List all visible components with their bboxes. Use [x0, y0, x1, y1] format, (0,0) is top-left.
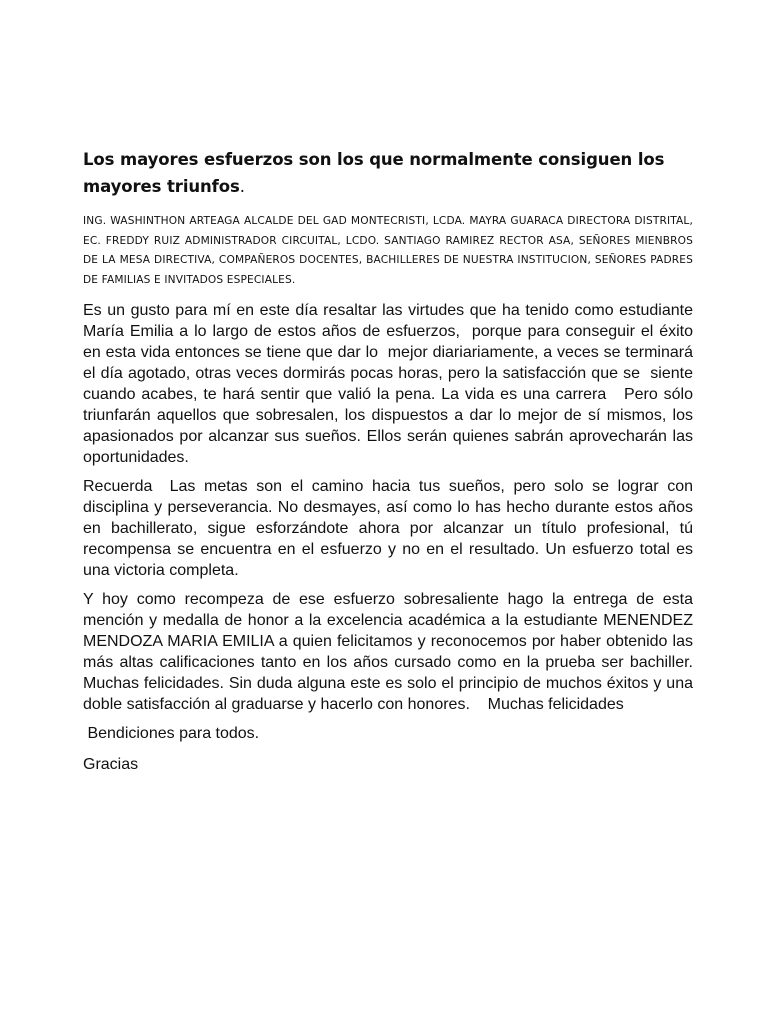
thanks-line: Gracias	[83, 756, 139, 773]
body-paragraph-1: Es un gusto para mí en este día resaltar las virtudes que ha tenido como estudiante María Emilia a lo largo de estos años de esfuerzos, porque para conseguir el éxito en esta vida entonces se tiene que dar lo mejor diariariamente, a veces se terminará el día agotado, otras veces dormirás pocas horas, pero la satisfacción que se siente cuando acabes, te hará sentir que valió la pena. La vida es una carrera Pero sólo triunfarán aquellos que sobresalen, los dispuestos a dar lo mejor de sí mismos, los apasionados por alcanzar sus sueños. Ellos serán quienes sabrán aprovecharán las oportunidades.	[83, 302, 702, 466]
body-paragraph-2: Recuerda Las metas son el camino hacia tus sueños, pero solo se lograr con disciplina y perseverancia. No desmayes, así como lo has hecho durante estos años en bachillerato, sigue esforzándote ahora por alcanzar un título profesional, tú recompensa se encuentra en el esfuerzo y no en el resultado. Un esfuerzo total es una victoria completa.	[83, 478, 698, 579]
body-paragraph-3: Y hoy como recompeza de ese esfuerzo sobresaliente hago la entrega de esta mención y medalla de honor a la excelencia académica a la estudiante MENENDEZ MENDOZA MARIA EMILIA a quien felicitamos y reconocemos por haber obtenido las más altas calificaciones tanto en los años cursado como en la prueba ser bachiller. Muchas felicidades. Sin duda alguna este es solo el principio de muchos éxitos y una doble satisfacción al graduarse y hacerlo con honores. Muchas felicidades	[83, 591, 698, 713]
blessing-line: Bendiciones para todos.	[83, 725, 260, 742]
salutation-paragraph: ING. WASHINTHON ARTEAGA ALCALDE DEL GAD MONTECRISTI, LCDA. MAYRA GUARACA DIRECTORA DISTRITAL, EC. FREDDY RUIZ ADMINISTRADOR CIRCUITAL, LCDO. SANTIAGO RAMIREZ RECTOR ASA, SEÑORES MIENBROS DE LA MESA DIRECTIVA, COMPAÑEROS DOCENTES, BACHILLERES DE NUESTRA INSTITUCION, SEÑORES PADRES DE FAMILIAS E INVITADOS ESPECIALES.	[83, 215, 693, 286]
document-page	[83, 146, 702, 785]
document-title	[83, 146, 693, 200]
document-title-text: Los mayores esfuerzos son los que normalmente consiguen los mayores triunfos	[83, 150, 665, 196]
document-title-period: .	[239, 177, 245, 196]
